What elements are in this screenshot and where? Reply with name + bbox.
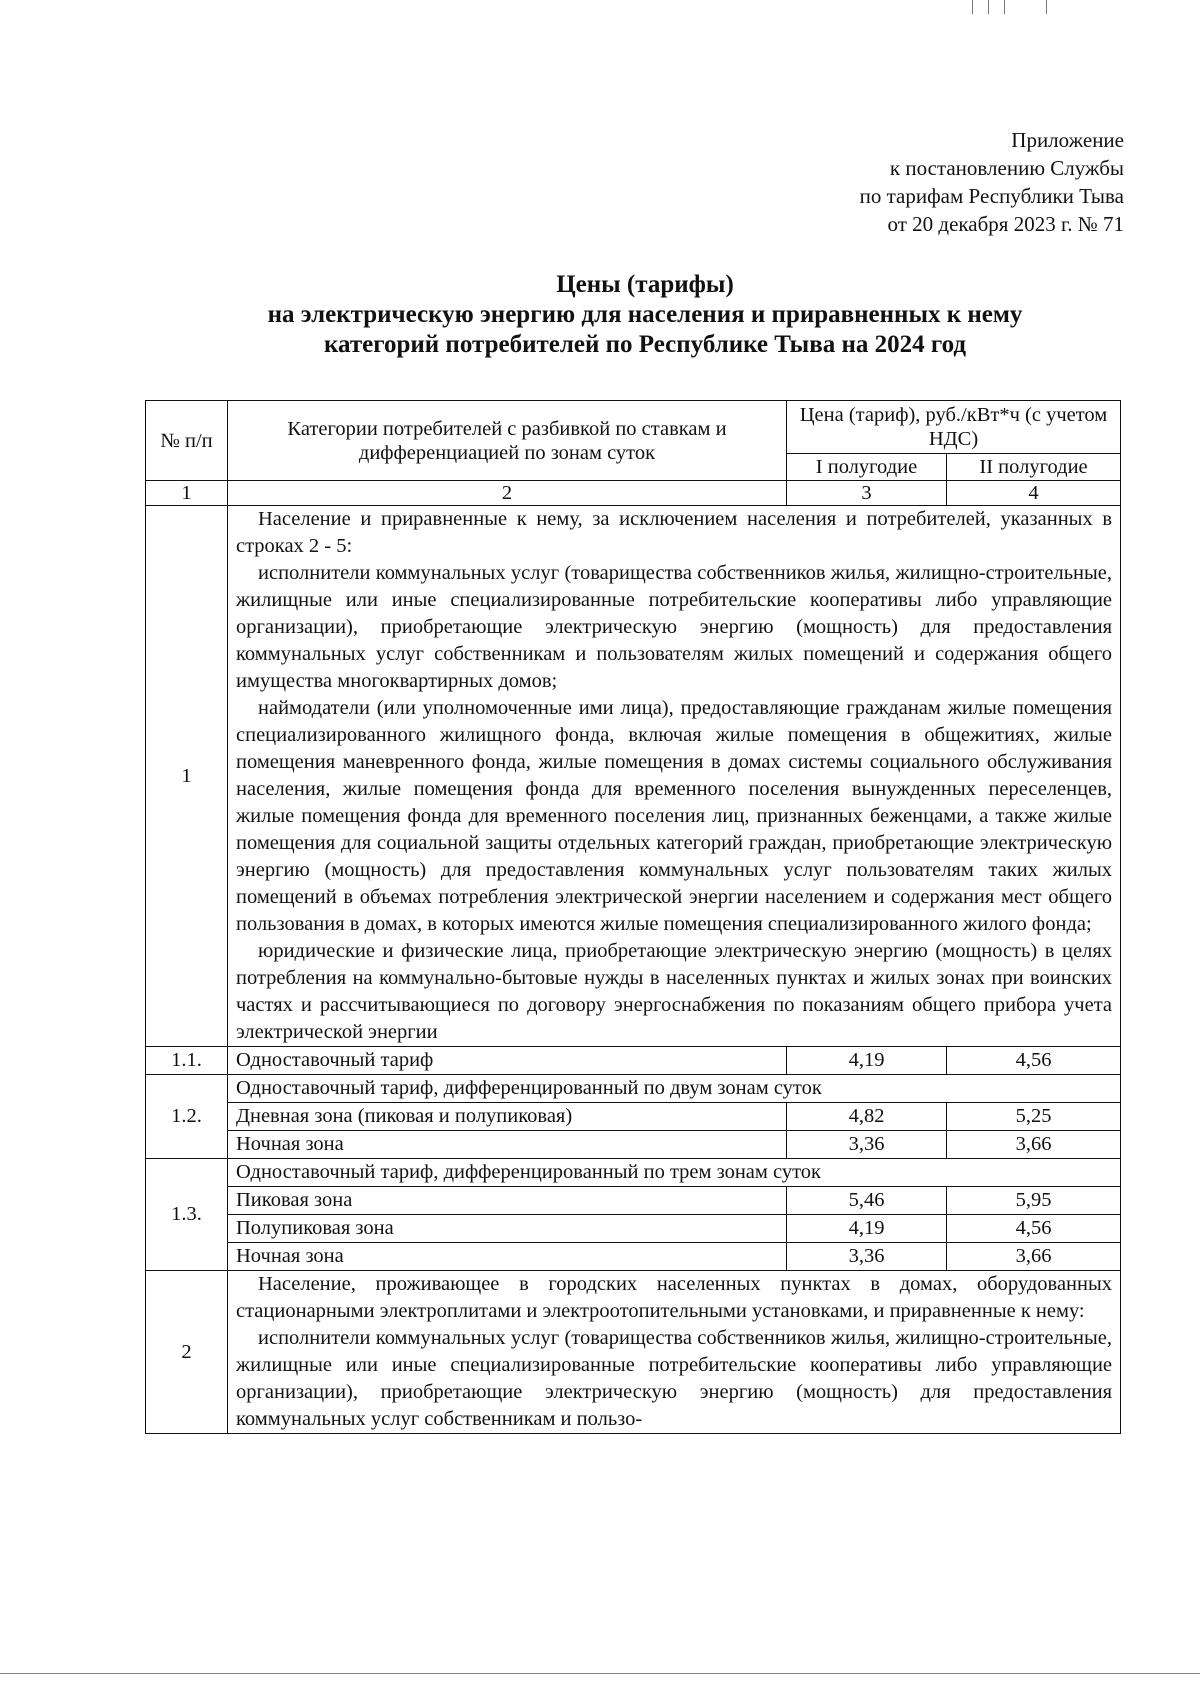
table-row (146, 1131, 1121, 1159)
table-row (146, 1047, 1121, 1075)
row-number: 2 (146, 1271, 228, 1434)
table-row (146, 1159, 1121, 1187)
tariff-value-h1: 4,19 (787, 1215, 947, 1243)
tariff-value-h2: 5,25 (947, 1103, 1121, 1131)
zone-label: Полупиковая зона (228, 1215, 787, 1243)
tariff-value-h2: 3,66 (947, 1131, 1121, 1159)
appendix-note (860, 126, 1124, 238)
scan-mark (972, 0, 973, 14)
paragraph: Население, проживающее в городских населенных пунктах в домах, оборудованных стационарными электроплитами и электроотопительными установками, и приравненные к нему: (236, 1273, 1113, 1322)
column-number: 4 (947, 481, 1121, 506)
tariff-value-h1: 3,36 (787, 1131, 947, 1159)
table-row (146, 1215, 1121, 1243)
zone-label: Дневная зона (пиковая и полупиковая) (228, 1103, 787, 1131)
tariff-value-h2: 3,66 (947, 1243, 1121, 1271)
scan-mark (1004, 0, 1005, 14)
paragraph: наймодатели (или уполномоченные ими лица), предоставляющие гражданам жилые помещения специализированного жилищного фонда, включая жилые помещения в общежитиях, жилые помещения маневренного фонда, жилые помещения в домах системы социального обслуживания населения, жилые помещения фонда для временного поселения вынужденных переселенцев, жилые помещения фонда для временного поселения лиц, признанных беженцами, а также жилые помещения для социальной защиты отдельных категорий граждан, приобретающие электрическую энергию (мощность) для предоставления коммунальных услуг пользователям таких жилых помещений в объемах потребления электрической энергии населением и содержания мест общего пользования в домах, в которых имеются жилые помещения специализированного жилого фонда; (236, 697, 1113, 935)
table-row (146, 1075, 1121, 1103)
paragraph: исполнители коммунальных услуг (товарищества собственников жилья, жилищно-строительные, жилищные или иные специализированные потребительские кооперативы либо управляющие организации), приобретающие электрическую энергию (мощность) для предоставления коммунальных услуг собственникам и пользователям жилых помещений и содержания общего имущества многоквартирных домов; (236, 562, 1113, 692)
header-num: № п/п (146, 401, 228, 481)
zone-label: Ночная зона (228, 1243, 787, 1271)
table-row (146, 1243, 1121, 1271)
document-title (100, 270, 1190, 360)
row-number: 1.2. (146, 1075, 228, 1159)
appendix-line: по тарифам Республики Тыва (859, 184, 1124, 208)
header-price: Цена (тариф), руб./кВт*ч (с учетом НДС) (787, 401, 1121, 454)
header-half-1: I полугодие (787, 454, 947, 481)
tariff-table (145, 400, 1121, 1434)
column-numbers-row (146, 481, 1121, 506)
column-number: 2 (228, 481, 787, 506)
title-line: категорий потребителей по Республике Тыва на 2024 год (323, 331, 967, 358)
header-category: Категории потребителей с разбивкой по ставкам и дифференциацией по зонам суток (228, 401, 787, 481)
tariff-value-h2: 5,95 (947, 1187, 1121, 1215)
title-line: на электрическую энергию для населения и приравненных к нему (267, 301, 1023, 328)
tariff-value-h1: 4,82 (787, 1103, 947, 1131)
tariff-group-label: Одноставочный тариф, дифференцированный по двум зонам суток (228, 1075, 1121, 1103)
paragraph: юридические и физические лица, приобретающие электрическую энергию (мощность) в целях потребления на коммунально-бытовые нужды в населенных пунктах и жилых зонах при воинских частях и рассчитывающиеся по договору энергоснабжения по показаниям общего прибора учета электрической энергии (236, 940, 1113, 1043)
tariff-label: Одноставочный тариф (228, 1047, 787, 1075)
zone-label: Пиковая зона (228, 1187, 787, 1215)
row-number: 1.3. (146, 1159, 228, 1271)
paragraph: Население и приравненные к нему, за исключением населения и потребителей, указанных в строках 2 - 5: (236, 508, 1113, 557)
title-line: Цены (тарифы) (556, 271, 734, 298)
tariff-value-h2: 4,56 (947, 1047, 1121, 1075)
column-number: 3 (787, 481, 947, 506)
scan-mark (1046, 0, 1047, 14)
column-number: 1 (146, 481, 228, 506)
tariff-value-h1: 5,46 (787, 1187, 947, 1215)
page-bottom-rule (0, 1673, 1200, 1674)
table-row (146, 1187, 1121, 1215)
scan-mark (988, 0, 989, 14)
row-description (228, 1271, 1121, 1434)
row-number: 1.1. (146, 1047, 228, 1075)
table-row (146, 1271, 1121, 1434)
header-half-2: II полугодие (947, 454, 1121, 481)
table-row (146, 506, 1121, 1047)
tariff-value-h1: 3,36 (787, 1243, 947, 1271)
appendix-line: Приложение (1011, 128, 1124, 152)
zone-label: Ночная зона (228, 1131, 787, 1159)
tariff-value-h2: 4,56 (947, 1215, 1121, 1243)
table-row (146, 1103, 1121, 1131)
appendix-line: к постановлению Службы (889, 156, 1124, 180)
tariff-group-label: Одноставочный тариф, дифференцированный по трем зонам суток (228, 1159, 1121, 1187)
header-row (146, 401, 1121, 454)
appendix-line: от 20 декабря 2023 г. № 71 (887, 212, 1124, 236)
row-number: 1 (146, 506, 228, 1047)
paragraph: исполнители коммунальных услуг (товарищества собственников жилья, жилищно-строительные, жилищные или иные специализированные потребительские кооперативы либо управляющие организации), приобретающие электрическую энергию (мощность) для предоставления коммунальных услуг собственникам и пользо- (236, 1327, 1113, 1430)
tariff-value-h1: 4,19 (787, 1047, 947, 1075)
row-description (228, 506, 1121, 1047)
